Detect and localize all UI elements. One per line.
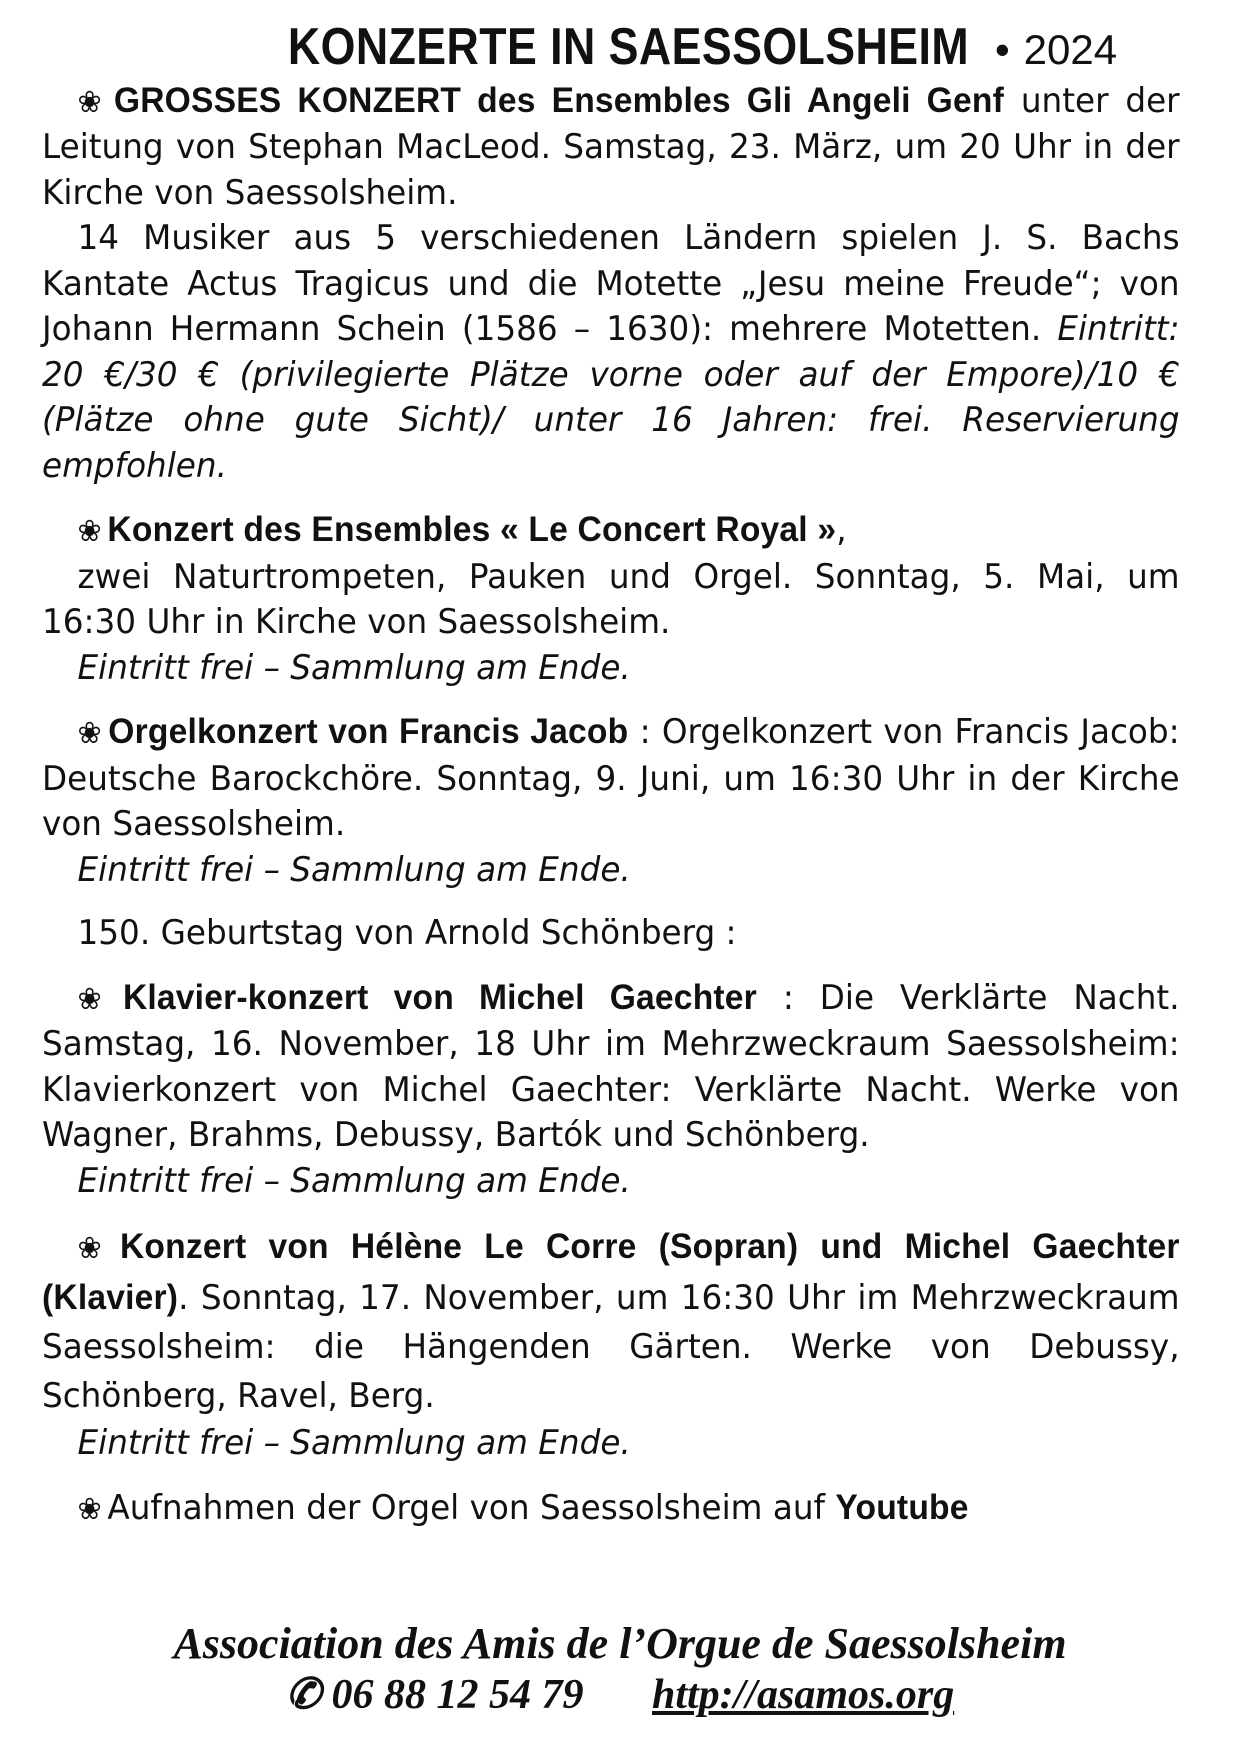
- concert-2-entry-line: [42, 646, 1180, 692]
- concert-5-entry: Eintritt frei – Sammlung am Ende.: [77, 1423, 631, 1464]
- concert-3-entry-line: [42, 848, 1180, 894]
- schoenberg-intro: 150. Geburtstag von Arnold Schönberg :: [77, 913, 737, 954]
- concert-5-text: . Sonntag, 17. November, um 16:30 Uhr im Mehrzweckraum Saessolsheim: die Hängenden Gärten. Werke von Debussy, Schönberg, Ravel, Berg.: [42, 1278, 1180, 1417]
- concert-5-entry-line: [42, 1421, 1180, 1467]
- association-name: Association des Amis de l’Orgue de Saessolsheim: [173, 1619, 1067, 1668]
- concert-2-text: zwei Naturtrompeten, Pauken und Orgel. Sonntag, 5. Mai, um 16:30 Uhr in Kirche von Saessolsheim.: [42, 556, 1180, 643]
- flower-icon: ❀: [77, 1231, 115, 1267]
- concert-4-description: [42, 975, 1180, 1159]
- footer: [0, 1618, 1240, 1720]
- phone-icon: ✆: [285, 1672, 321, 1718]
- flower-icon: ❀: [77, 716, 103, 752]
- flower-icon: ❀: [77, 981, 118, 1017]
- title-year: [995, 26, 1117, 74]
- concert-1-heading: GROSSES KONZERT des Ensembles Gli Angeli Genf: [113, 80, 1004, 120]
- page-title: KONZERTE IN SAESSOLSHEIM: [287, 18, 969, 76]
- flower-icon: ❀: [77, 84, 109, 120]
- concert-4-entry: Eintritt frei – Sammlung am Ende.: [77, 1160, 631, 1201]
- concert-1-details: [42, 216, 1180, 489]
- concert-4-text: : Die Verklärte Nacht. Samstag, 16. November, 18 Uhr im Mehrzweckraum Saessolsheim: Klavierkonzert von Michel Gaechter: Verklärte Nacht. Werke von Wagner, Brahms, Debussy, Bartók und Schönberg.: [42, 977, 1180, 1156]
- year: 2024: [1023, 26, 1118, 73]
- youtube-link[interactable]: Youtube: [835, 1487, 969, 1527]
- concert-5-description: [42, 1222, 1180, 1421]
- concert-2-entry: Eintritt frei – Sammlung am Ende.: [77, 647, 631, 688]
- website-link[interactable]: http://asamos.org: [651, 1672, 955, 1718]
- phone-number: 06 88 12 54 79: [331, 1672, 584, 1718]
- concert-3-heading: Orgelkonzert von Francis Jacob: [108, 712, 629, 752]
- title-separator: •: [994, 26, 1010, 73]
- concert-2-heading: Konzert des Ensembles « Le Concert Royal »: [107, 510, 837, 550]
- concert-1-text: unter der Leitung von Stephan MacLeod. Samstag, 23. März, um 20 Uhr in der Kirche von Saessolsheim.: [42, 80, 1180, 213]
- title-row: [112, 18, 1182, 78]
- youtube-line: [42, 1485, 1180, 1533]
- concert-1-description: [42, 78, 1180, 217]
- contact-line: [0, 1670, 1240, 1720]
- concert-3-text: : Orgelkonzert von Francis Jacob: Deutsche Barockchöre. Sonntag, 9. Juni, um 16:30 Uhr in der Kirche von Saessolsheim.: [42, 712, 1180, 845]
- concert-2-heading-line: [42, 507, 1180, 555]
- concert-1-detail: 14 Musiker aus 5 verschiedenen Ländern spielen J. S. Bachs Kantate Actus Tragicus und die Motette „Jesu meine Freude“; von Johann Hermann Schein (1586 – 1630): mehrere Motetten.: [42, 218, 1180, 350]
- youtube-text: Aufnahmen der Orgel von Saessolsheim auf: [107, 1487, 826, 1528]
- concert-3-entry: Eintritt frei – Sammlung am Ende.: [77, 849, 631, 890]
- concert-4-entry-line: [42, 1159, 1180, 1205]
- concert-2-suffix: ,: [836, 510, 847, 551]
- flower-icon: ❀: [77, 514, 102, 550]
- flower-icon: ❀: [77, 1491, 102, 1527]
- concert-4-heading: Klavier-konzert von Michel Gaechter: [122, 977, 757, 1017]
- concert-1-price: Eintritt: 20 €/30 € (privilegierte Plätze vorne oder auf der Empore)/10 € (Plätze ohne gute Sicht)/ unter 16 Jahren: frei. Reservierung empfohlen.: [42, 309, 1180, 486]
- concert-3-description: [42, 709, 1180, 848]
- concert-5-heading: Konzert von Hélène Le Corre (Sopran) und Michel Gaechter (Klavier): [42, 1227, 1180, 1318]
